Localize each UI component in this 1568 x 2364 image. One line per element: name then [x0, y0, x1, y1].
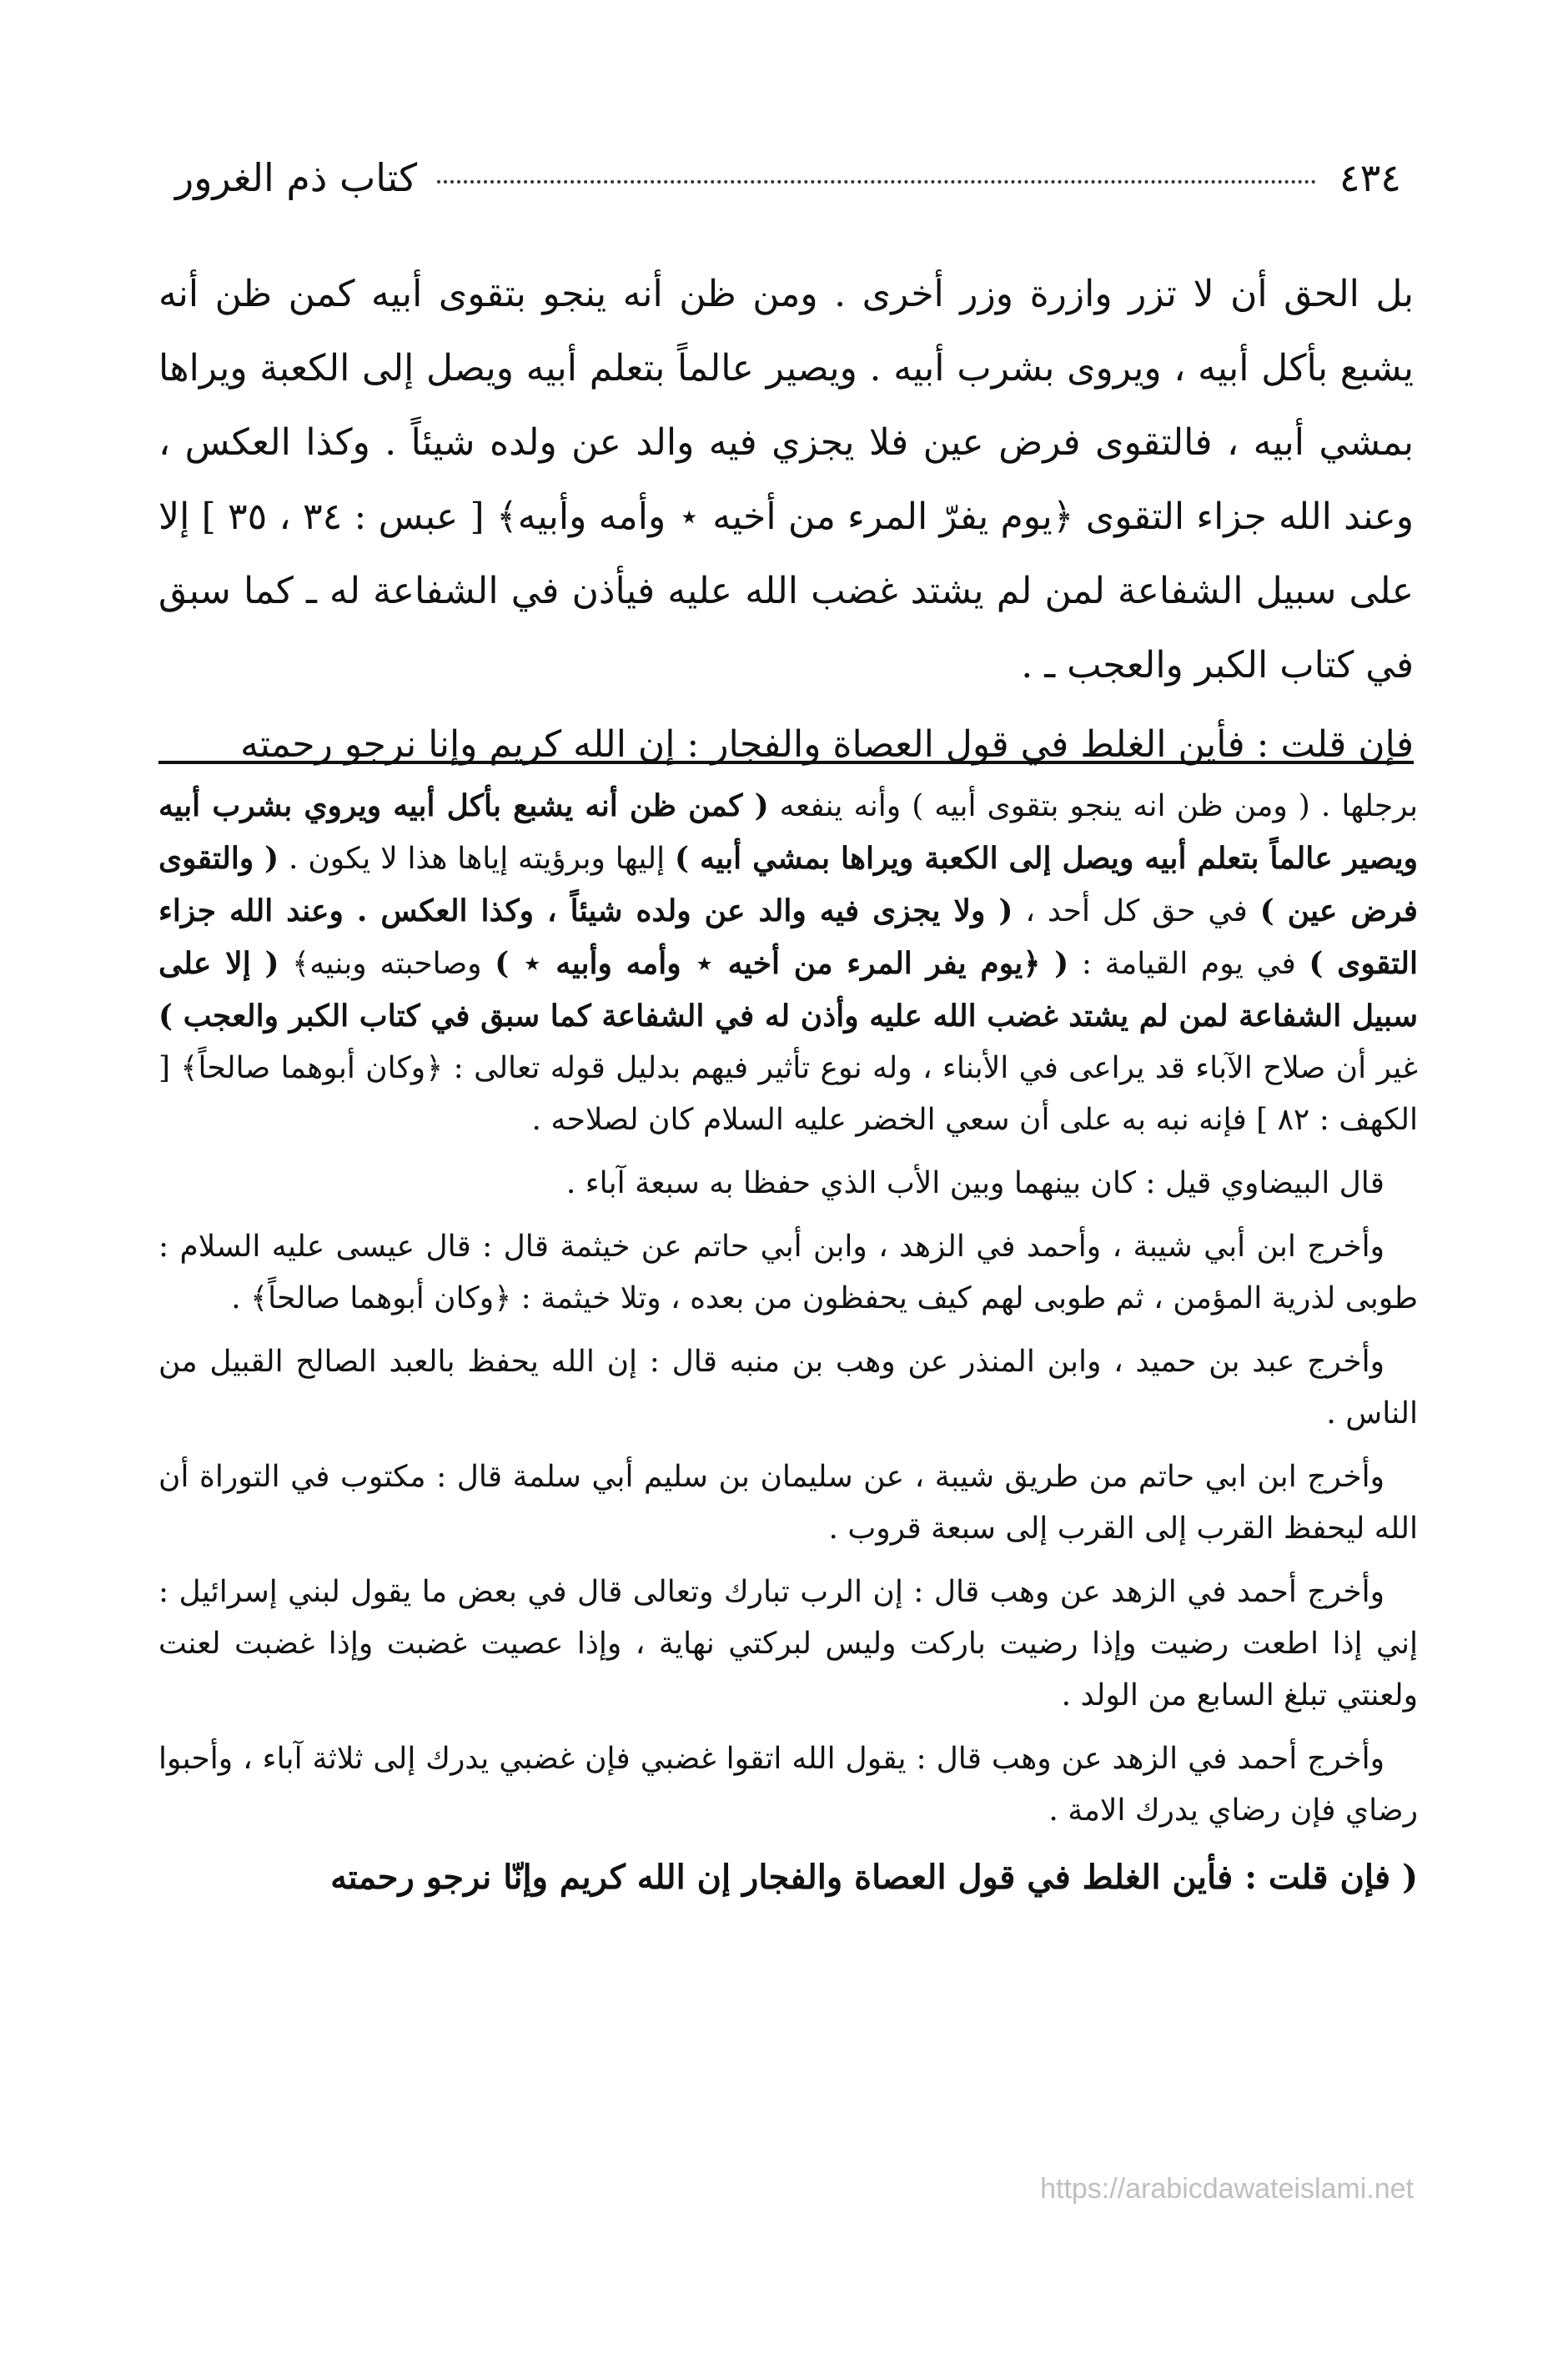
commentary-text: غير أن صلاح الآباء قد يراعى في الأبناء ، وله نوع تأثير فيهم بدليل قوله تعالى : ﴿وكان أبوهما صالحاً﴾ [ الكهف : ٨٢ ] فإنه نبه به على أن سعي الخضر عليه السلام كان لصلاحه . — [158, 1051, 1418, 1137]
quoted-text: ( إلا على سبيل الشفاعة لمن لم يشتد غضب الله عليه وأذن له في الشفاعة كما سبق في كتاب الكبر والعجب ) — [158, 946, 1418, 1034]
commentary-section — [158, 780, 1418, 1915]
header-dotted-leader — [437, 172, 1316, 184]
commentary-paragraph: قال البيضاوي قيل : كان بينهما وبين الأب الذي حفظا به سبعة آباء . — [565, 1166, 1385, 1200]
commentary-text: في حق كل أحد ، — [1025, 894, 1248, 928]
separator-rule — [158, 761, 1414, 764]
page-number: ٤٣٤ — [1339, 155, 1401, 200]
commentary-paragraph: وأخرج ابن ابي حاتم من طريق شيبة ، عن سليمان بن سليم أبي سلمة قال : مكتوب في التوراة أن الله ليحفظ القرب إلى القرب إلى سبعة قروب . — [158, 1460, 1418, 1546]
watermark-url: https://arabicdawateislami.net — [1040, 2173, 1414, 2205]
commentary-text: إليها وبرؤيته إياها هذا لا يكون . — [289, 842, 666, 876]
commentary-text: برجلها . ( ومن ظن انه ينجو بتقوى أبيه ) وأنه ينفعه — [779, 789, 1418, 823]
main-paragraph-question: فإن قلت : فأين الغلط في قول العصاة والفجار : إن الله كريم وإنا نرجو رحمته — [240, 723, 1414, 766]
commentary-paragraph: وأخرج أحمد في الزهد عن وهب قال : إن الرب تبارك وتعالى قال في بعض ما يقول لبني إسرائيل : إني إذا اطعت رضيت وإذا رضيت باركت وليس لبركتي نهاية ، وإذا عصيت غضبت وإذا غضبت لعنت ولعنتي تبلغ السابع من الولد . — [158, 1575, 1418, 1713]
commentary-paragraph — [158, 780, 1418, 1146]
quoted-text: ( ولا يجزى فيه والد عن ولده شيئاً ، وكذا العكس . وعند الله جزاء التقوى ) — [158, 893, 1418, 981]
quoted-text: ( والتقوى فرض عين ) — [158, 841, 1418, 928]
quoted-text: ( ﴿يوم يفر المرء من أخيه ⋆ وأمه وأبيه ⋆ ) — [495, 946, 1069, 981]
page-header — [175, 148, 1401, 207]
commentary-text: وصاحبته وبنيه﴾ — [292, 947, 482, 981]
commentary-text: في يوم القيامة : — [1081, 947, 1296, 981]
quoted-text: ( كمن ظن أنه يشبع بأكل أبيه ويروي بشرب أبيه ويصير عالماً بتعلم أبيه ويصل إلى الكعبة ويراها بمشي أبيه ) — [158, 788, 1418, 876]
commentary-paragraph: وأخرج أحمد في الزهد عن وهب قال : يقول الله اتقوا غضبي فإن غضبي يدرك إلى ثلاثة آباء ، وأحبوا رضاي فإن رضاي يدرك الامة . — [158, 1742, 1418, 1828]
main-text — [158, 257, 1414, 782]
book-title: كتاب ذم الغرور — [175, 155, 418, 200]
commentary-paragraph: وأخرج عبد بن حميد ، وابن المنذر عن وهب بن منبه قال : إن الله يحفظ بالعبد الصالح القبيل من الناس . — [158, 1345, 1418, 1431]
main-paragraph: بل الحق أن لا تزر وازرة وزر أخرى . ومن ظن أنه ينجو بتقوى أبيه كمن ظن أنه يشبع بأكل أبيه ، ويروى بشرب أبيه . ويصير عالماً بتعلم أبيه ويصل إلى الكعبة ويراها بمشي أبيه ، فالتقوى فرض عين فلا يجزي فيه والد عن ولده شيئاً . وكذا العكس ، وعند الله جزاء التقوى ﴿يوم يفرّ المرء من أخيه ⋆ وأمه وأبيه﴾ [ عبس : ٣٤ ، ٣٥ ] إلا على سبيل الشفاعة لمن لم يشتد غضب الله عليه فيأذن في الشفاعة له ـ كما سبق في كتاب الكبر والعجب ـ . — [158, 273, 1414, 687]
quoted-question: ( فإن قلت : فأين الغلط في قول العصاة والفجار إن الله كريم وإنّا نرجو رحمته — [330, 1858, 1418, 1897]
commentary-paragraph: وأخرج ابن أبي شيبة ، وأحمد في الزهد ، وابن أبي حاتم عن خيثمة قال : قال عيسى عليه السلام : طوبى لذرية المؤمن ، ثم طوبى لهم كيف يحفظون من بعده ، وتلا خيثمة : ﴿وكان أبوهما صالحاً﴾ . — [158, 1230, 1418, 1315]
